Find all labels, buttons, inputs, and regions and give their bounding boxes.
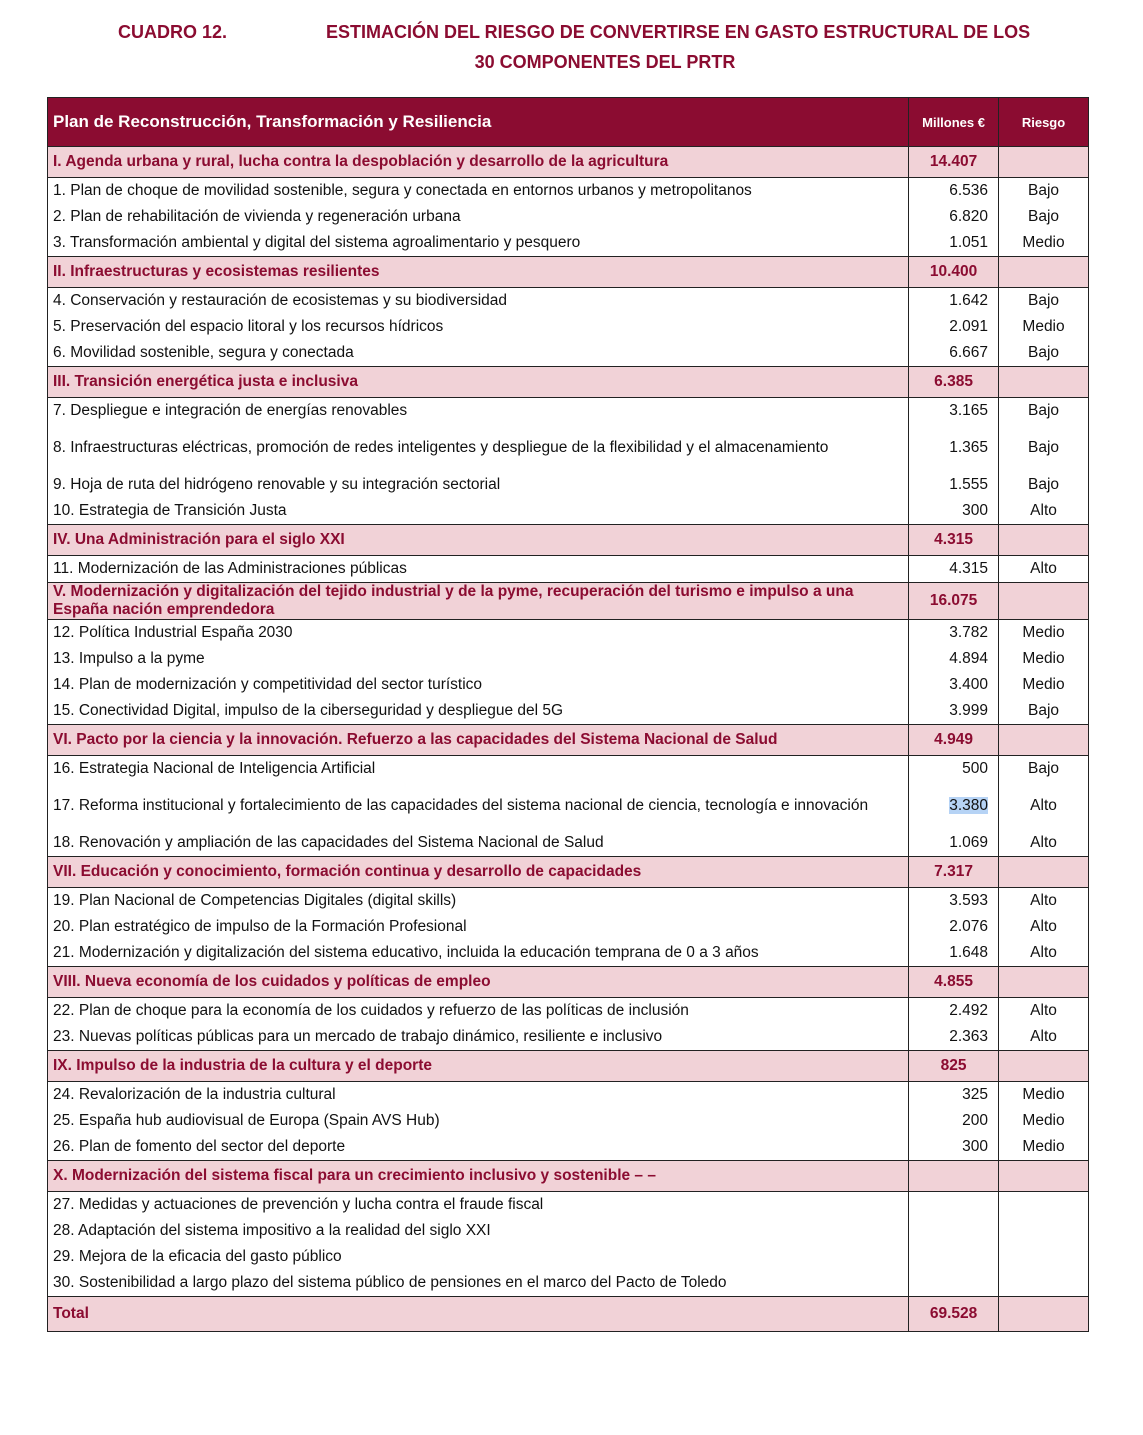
component-row (48, 1270, 1089, 1297)
component-amount (909, 498, 999, 525)
header-plan: Plan de Reconstrucción, Transformación y Resiliencia (48, 98, 909, 147)
section-row (48, 583, 1089, 620)
section-amount: 4.315 (909, 525, 999, 556)
component-amount (909, 288, 999, 315)
component-risk (999, 1270, 1089, 1297)
section-risk-empty (999, 967, 1089, 998)
component-amount (909, 1244, 999, 1270)
section-risk-empty (999, 525, 1089, 556)
component-amount (909, 1024, 999, 1051)
component-risk: Alto (999, 556, 1089, 583)
component-amount (909, 646, 999, 672)
document-title (0, 18, 1143, 72)
section-row (48, 525, 1089, 556)
section-name: III. Transición energética justa e inclusiva (48, 367, 909, 398)
header-millones: Millones € (909, 98, 999, 147)
component-row (48, 1134, 1089, 1161)
section-row (48, 257, 1089, 288)
component-name: 18. Renovación y ampliación de las capacidades del Sistema Nacional de Salud (48, 830, 909, 857)
section-name: IV. Una Administración para el siglo XXI (48, 525, 909, 556)
component-risk (999, 1244, 1089, 1270)
component-amount-value: 300 (962, 1138, 989, 1155)
component-risk: Medio (999, 646, 1089, 672)
component-amount-value: 325 (962, 1086, 989, 1103)
component-amount (909, 398, 999, 425)
total-row (48, 1297, 1089, 1332)
component-amount (909, 914, 999, 940)
component-name: 11. Modernización de las Administraciones públicas (48, 556, 909, 583)
component-amount (909, 672, 999, 698)
title-line-2: 30 COMPONENTES DEL PRTR (474, 52, 736, 72)
risk-table (47, 97, 1089, 1332)
component-row (48, 888, 1089, 915)
section-name: IX. Impulso de la industria de la cultura y el deporte (48, 1051, 909, 1082)
component-amount (909, 556, 999, 583)
component-risk: Medio (999, 620, 1089, 647)
component-name: 15. Conectividad Digital, impulso de la ciberseguridad y despliegue del 5G (48, 698, 909, 725)
section-risk-empty (999, 725, 1089, 756)
component-row (48, 782, 1089, 830)
section-amount: 7.317 (909, 857, 999, 888)
component-row (48, 646, 1089, 672)
component-row (48, 230, 1089, 257)
component-risk: Bajo (999, 698, 1089, 725)
component-amount (909, 1108, 999, 1134)
component-name: 28. Adaptación del sistema impositivo a la realidad del siglo XXI (48, 1218, 909, 1244)
component-name: 23. Nuevas políticas públicas para un mercado de trabajo dinámico, resiliente e inclusivo (48, 1024, 909, 1051)
total-risk-empty (999, 1297, 1089, 1332)
component-row (48, 288, 1089, 315)
section-amount: 4.949 (909, 725, 999, 756)
component-amount (909, 998, 999, 1025)
component-amount-value: 4.894 (949, 650, 989, 667)
component-name: 26. Plan de fomento del sector del deporte (48, 1134, 909, 1161)
component-row (48, 1082, 1089, 1109)
section-amount: 6.385 (909, 367, 999, 398)
component-row (48, 830, 1089, 857)
component-name: 16. Estrategia Nacional de Inteligencia Artificial (48, 756, 909, 783)
component-name: 13. Impulso a la pyme (48, 646, 909, 672)
component-amount (909, 1134, 999, 1161)
component-amount-value: 2.363 (949, 1028, 989, 1045)
component-risk: Bajo (999, 340, 1089, 367)
component-risk: Bajo (999, 424, 1089, 472)
component-amount-value: 2.492 (949, 1002, 989, 1019)
component-risk: Alto (999, 830, 1089, 857)
component-name: 24. Revalorización de la industria cultural (48, 1082, 909, 1109)
section-row (48, 147, 1089, 178)
section-name: I. Agenda urbana y rural, lucha contra la despoblación y desarrollo de la agricultura (48, 147, 909, 178)
component-risk: Alto (999, 998, 1089, 1025)
component-amount (909, 830, 999, 857)
component-name: 6. Movilidad sostenible, segura y conectada (48, 340, 909, 367)
component-amount (909, 756, 999, 783)
component-row (48, 672, 1089, 698)
component-amount (909, 424, 999, 472)
section-amount: 10.400 (909, 257, 999, 288)
component-amount (909, 204, 999, 230)
component-name: 21. Modernización y digitalización del sistema educativo, incluida la educación temprana de 0 a 3 años (48, 940, 909, 967)
component-row (48, 1108, 1089, 1134)
component-row (48, 998, 1089, 1025)
component-name: 5. Preservación del espacio litoral y los recursos hídricos (48, 314, 909, 340)
component-name: 20. Plan estratégico de impulso de la Formación Profesional (48, 914, 909, 940)
component-name: 30. Sostenibilidad a largo plazo del sistema público de pensiones en el marco del Pacto de Toledo (48, 1270, 909, 1297)
component-name: 9. Hoja de ruta del hidrógeno renovable y su integración sectorial (48, 472, 909, 498)
component-amount-value: 500 (962, 760, 989, 777)
section-row (48, 857, 1089, 888)
component-amount-value: 4.315 (949, 560, 989, 577)
component-amount-value: 1.642 (949, 292, 989, 309)
component-row (48, 620, 1089, 647)
component-amount-value: 1.555 (949, 476, 989, 493)
component-name: 7. Despliegue e integración de energías renovables (48, 398, 909, 425)
section-amount: 825 (909, 1051, 999, 1082)
component-row (48, 398, 1089, 425)
component-risk: Medio (999, 1108, 1089, 1134)
component-amount-value: 1.365 (949, 439, 989, 456)
component-name: 27. Medidas y actuaciones de prevención y lucha contra el fraude fiscal (48, 1192, 909, 1219)
component-amount-value: 1.648 (949, 944, 989, 961)
component-risk: Bajo (999, 756, 1089, 783)
component-amount (909, 782, 999, 830)
section-row (48, 725, 1089, 756)
section-name: VII. Educación y conocimiento, formación continua y desarrollo de capacidades (48, 857, 909, 888)
component-row (48, 314, 1089, 340)
component-amount (909, 1270, 999, 1297)
component-risk: Alto (999, 782, 1089, 830)
section-risk-empty (999, 1161, 1089, 1192)
component-amount (909, 1082, 999, 1109)
component-amount-value: 6.536 (949, 182, 989, 199)
component-row (48, 1244, 1089, 1270)
section-amount: 4.855 (909, 967, 999, 998)
component-row (48, 940, 1089, 967)
component-name: 12. Política Industrial España 2030 (48, 620, 909, 647)
section-row (48, 1051, 1089, 1082)
component-risk: Bajo (999, 288, 1089, 315)
component-name: 1. Plan de choque de movilidad sostenible, segura y conectada en entornos urbanos y metropolitanos (48, 178, 909, 205)
header-riesgo: Riesgo (999, 98, 1089, 147)
component-name: 29. Mejora de la eficacia del gasto público (48, 1244, 909, 1270)
component-row (48, 498, 1089, 525)
component-risk (999, 1192, 1089, 1219)
section-name: VI. Pacto por la ciencia y la innovación. Refuerzo a las capacidades del Sistema Nacional de Salud (48, 725, 909, 756)
component-amount-value: 300 (962, 502, 989, 519)
component-row (48, 1024, 1089, 1051)
component-amount-value: 3.782 (949, 624, 989, 641)
component-name: 22. Plan de choque para la economía de los cuidados y refuerzo de las políticas de inclusión (48, 998, 909, 1025)
component-name: 8. Infraestructuras eléctricas, promoción de redes inteligentes y despliegue de la flexibilidad y el almacenamiento (48, 424, 909, 472)
component-amount (909, 940, 999, 967)
component-amount-value: 3.999 (949, 702, 989, 719)
component-amount-value: 1.051 (949, 234, 989, 251)
component-risk: Medio (999, 1134, 1089, 1161)
component-amount (909, 1192, 999, 1219)
component-name: 2. Plan de rehabilitación de vivienda y regeneración urbana (48, 204, 909, 230)
component-row (48, 178, 1089, 205)
section-risk-empty (999, 147, 1089, 178)
component-amount-value: 200 (962, 1112, 989, 1129)
component-row (48, 756, 1089, 783)
component-row (48, 424, 1089, 472)
section-risk-empty (999, 367, 1089, 398)
component-amount-value: 3.380 (949, 797, 989, 814)
component-row (48, 1218, 1089, 1244)
component-risk: Alto (999, 498, 1089, 525)
component-name: 19. Plan Nacional de Competencias Digitales (digital skills) (48, 888, 909, 915)
component-risk: Medio (999, 672, 1089, 698)
component-amount (909, 620, 999, 647)
component-name: 25. España hub audiovisual de Europa (Spain AVS Hub) (48, 1108, 909, 1134)
component-row (48, 472, 1089, 498)
component-name: 17. Reforma institucional y fortalecimiento de las capacidades del sistema nacional de ciencia, tecnología e innovación (48, 782, 909, 830)
component-risk: Bajo (999, 204, 1089, 230)
component-risk: Alto (999, 1024, 1089, 1051)
component-risk: Medio (999, 1082, 1089, 1109)
section-name: X. Modernización del sistema fiscal para un crecimiento inclusivo y sostenible – – (48, 1161, 909, 1192)
component-amount (909, 340, 999, 367)
component-risk: Medio (999, 314, 1089, 340)
section-name: II. Infraestructuras y ecosistemas resilientes (48, 257, 909, 288)
component-amount-value: 1.069 (949, 834, 989, 851)
section-risk-empty (999, 583, 1089, 620)
total-label: Total (48, 1297, 909, 1332)
component-name: 3. Transformación ambiental y digital del sistema agroalimentario y pesquero (48, 230, 909, 257)
component-amount-value: 3.400 (949, 676, 989, 693)
component-risk: Bajo (999, 472, 1089, 498)
component-amount-value: 2.091 (949, 318, 989, 335)
component-row (48, 556, 1089, 583)
component-name: 10. Estrategia de Transición Justa (48, 498, 909, 525)
component-name: 4. Conservación y restauración de ecosistemas y su biodiversidad (48, 288, 909, 315)
section-risk-empty (999, 257, 1089, 288)
component-risk: Alto (999, 888, 1089, 915)
component-amount (909, 314, 999, 340)
component-amount (909, 178, 999, 205)
component-amount-value: 6.667 (949, 344, 989, 361)
component-amount (909, 230, 999, 257)
component-risk: Medio (999, 230, 1089, 257)
component-amount (909, 472, 999, 498)
component-row (48, 698, 1089, 725)
component-amount (909, 888, 999, 915)
component-row (48, 914, 1089, 940)
component-risk: Bajo (999, 178, 1089, 205)
component-risk: Alto (999, 914, 1089, 940)
component-risk: Bajo (999, 398, 1089, 425)
section-risk-empty (999, 1051, 1089, 1082)
section-row (48, 367, 1089, 398)
component-row (48, 204, 1089, 230)
component-amount-value: 3.165 (949, 402, 989, 419)
total-amount: 69.528 (909, 1297, 999, 1332)
component-amount-value: 3.593 (949, 892, 989, 909)
section-name: VIII. Nueva economía de los cuidados y políticas de empleo (48, 967, 909, 998)
component-row (48, 1192, 1089, 1219)
section-amount: 14.407 (909, 147, 999, 178)
component-row (48, 340, 1089, 367)
section-row (48, 1161, 1089, 1192)
section-amount: 16.075 (909, 583, 999, 620)
section-name: V. Modernización y digitalización del tejido industrial y de la pyme, recuperación del turismo e impulso a una España nación emprendedora (48, 583, 909, 620)
component-risk (999, 1218, 1089, 1244)
component-amount (909, 1218, 999, 1244)
table-header-row (48, 98, 1089, 147)
component-amount-value: 6.820 (949, 208, 989, 225)
component-amount-value: 2.076 (949, 918, 989, 935)
component-amount (909, 698, 999, 725)
section-row (48, 967, 1089, 998)
component-name: 14. Plan de modernización y competitividad del sector turístico (48, 672, 909, 698)
section-amount (909, 1161, 999, 1192)
table-number: CUADRO 12. (118, 22, 228, 42)
component-risk: Alto (999, 940, 1089, 967)
section-risk-empty (999, 857, 1089, 888)
title-line-1: ESTIMACIÓN DEL RIESGO DE CONVERTIRSE EN GASTO ESTRUCTURAL DE LOS (326, 22, 1031, 42)
